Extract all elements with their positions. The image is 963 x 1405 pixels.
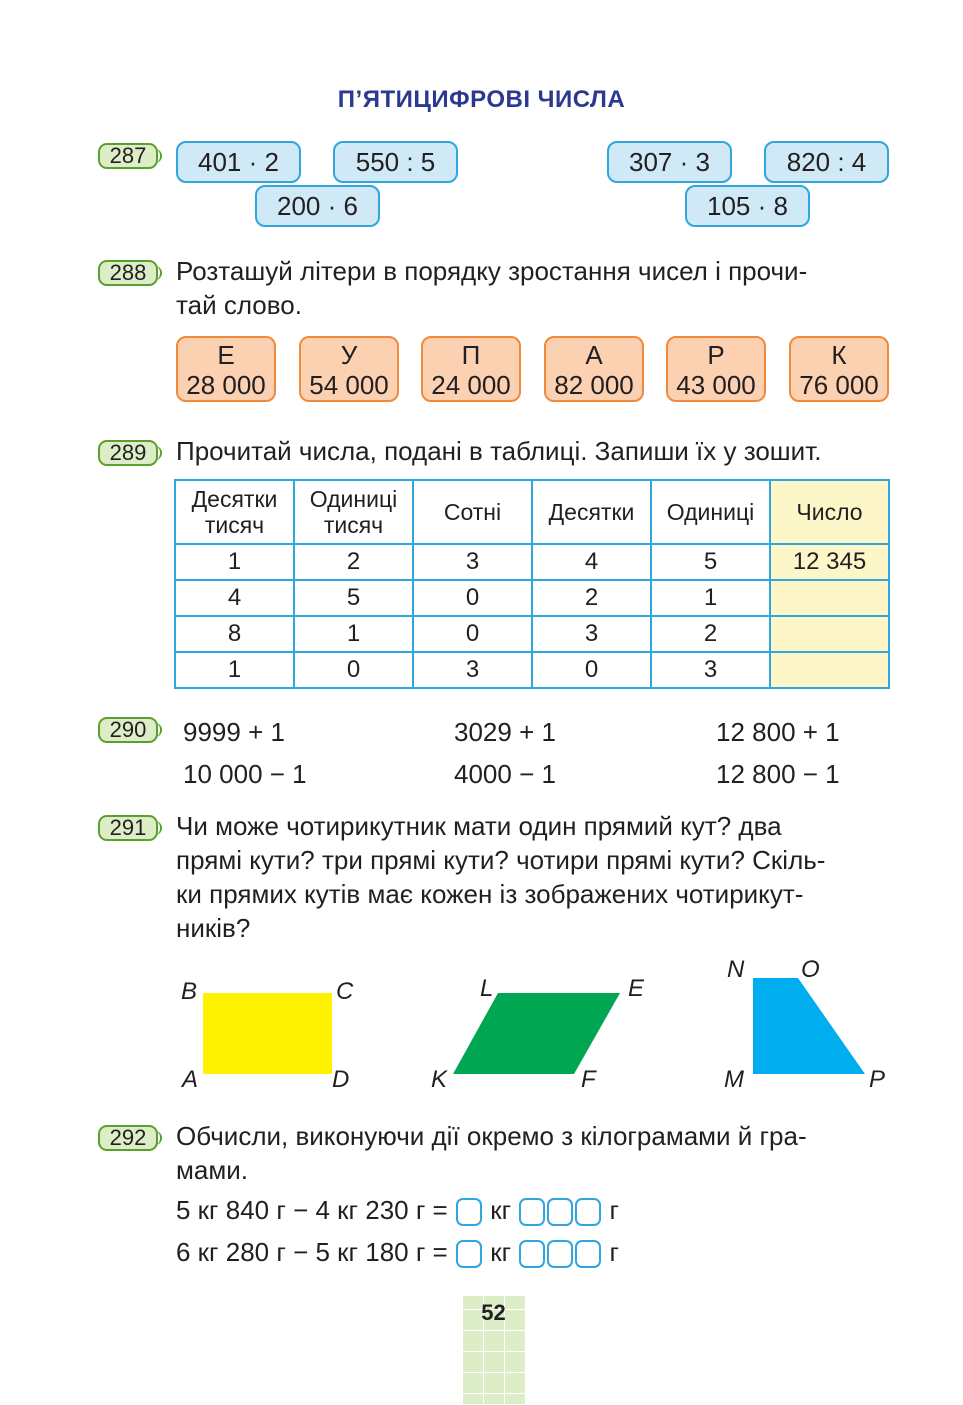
vertex-label: D bbox=[332, 1066, 350, 1093]
vertex-label: N bbox=[727, 956, 745, 983]
card-letter: К bbox=[831, 340, 847, 370]
table-cell: 0 bbox=[532, 652, 651, 688]
card-letter: Е bbox=[217, 340, 235, 370]
card-letter: Р bbox=[707, 340, 725, 370]
equation-text: 6 кг 280 г − 5 кг 180 г = bbox=[176, 1237, 448, 1267]
exercise-text: ки прямих кутів має кожен із зображених чотирикут- bbox=[176, 879, 804, 909]
answer-box-g[interactable] bbox=[519, 1240, 545, 1268]
card-letter: П bbox=[461, 340, 481, 370]
calc-expression: 4000 − 1 bbox=[454, 759, 556, 789]
vertex-label: A bbox=[182, 1066, 199, 1093]
expression-box: 820 : 4 bbox=[764, 141, 889, 183]
card-value: 82 000 bbox=[554, 370, 634, 400]
vertex-label: C bbox=[336, 978, 354, 1005]
vertex-label: B bbox=[181, 978, 198, 1005]
answer-box-g[interactable] bbox=[575, 1240, 601, 1268]
answer-box-g[interactable] bbox=[547, 1240, 573, 1268]
table-cell: 5 bbox=[294, 580, 413, 616]
unit-g: г bbox=[609, 1195, 620, 1225]
table-cell: 0 bbox=[294, 652, 413, 688]
vertex-label: K bbox=[431, 1066, 448, 1093]
vertex-label: P bbox=[869, 1066, 886, 1093]
vertex-label: F bbox=[581, 1066, 596, 1093]
table-cell: 4 bbox=[175, 580, 294, 616]
equation-row bbox=[176, 1235, 619, 1269]
calc-expression: 9999 + 1 bbox=[183, 717, 285, 747]
table-cell: 0 bbox=[413, 580, 532, 616]
exercise-text: мами. bbox=[176, 1155, 248, 1185]
unit-kg: кг bbox=[490, 1237, 512, 1267]
answer-box-kg[interactable] bbox=[456, 1198, 482, 1226]
exercise-number-292: 292 bbox=[98, 1125, 158, 1151]
table-cell: 3 bbox=[413, 544, 532, 580]
table-header-cell: Десятки тисяч bbox=[175, 480, 294, 544]
equation-text: 5 кг 840 г − 4 кг 230 г = bbox=[176, 1195, 448, 1225]
vertex-label: M bbox=[724, 1066, 744, 1093]
exercise-text: тай слово. bbox=[176, 290, 302, 320]
parallelogram-KLEF bbox=[453, 993, 620, 1074]
expression-box: 105 · 8 bbox=[685, 185, 810, 227]
page-number: 52 bbox=[481, 1300, 506, 1325]
page-title: П’ЯТИЦИФРОВІ ЧИСЛА bbox=[337, 86, 626, 113]
card-letter: А bbox=[585, 340, 603, 370]
expression-box: 200 · 6 bbox=[255, 185, 380, 227]
exercise-number-290: 290 bbox=[98, 717, 158, 743]
vertex-label: E bbox=[628, 975, 645, 1002]
exercise-text: Прочитай числа, подані в таблиці. Запиши їх у зошит. bbox=[176, 436, 822, 466]
exercise-text: ників? bbox=[176, 913, 251, 943]
expression-box: 550 : 5 bbox=[333, 141, 458, 183]
card-value: 24 000 bbox=[431, 370, 511, 400]
vertex-label: L bbox=[480, 975, 494, 1002]
exercise-number-291: 291 bbox=[98, 815, 158, 841]
card-letter: У bbox=[340, 340, 358, 370]
expression-box: 401 · 2 bbox=[176, 141, 301, 183]
table-cell: 2 bbox=[651, 616, 770, 652]
expression-box: 307 · 3 bbox=[607, 141, 732, 183]
vertex-label: O bbox=[801, 956, 820, 983]
exercise-text: Чи може чотирикутник мати один прямий кут? два bbox=[176, 811, 782, 841]
table-cell: 0 bbox=[413, 616, 532, 652]
table-header-cell: Одиниці bbox=[651, 480, 770, 544]
exercise-text: Обчисли, виконуючи дії окремо з кілограмами й гра- bbox=[176, 1121, 807, 1151]
answer-box-g[interactable] bbox=[519, 1198, 545, 1226]
table-cell: 1 bbox=[175, 652, 294, 688]
table-header-cell: Десятки bbox=[532, 480, 651, 544]
table-header-cell: Одиниці тисяч bbox=[294, 480, 413, 544]
card-value: 54 000 bbox=[309, 370, 389, 400]
table-cell: 1 bbox=[651, 580, 770, 616]
exercise-number-288: 288 bbox=[98, 260, 158, 286]
rectangle-ABCD bbox=[203, 993, 332, 1074]
table-cell: 3 bbox=[651, 652, 770, 688]
table-cell: 12 345 bbox=[770, 544, 889, 580]
table-cell: 8 bbox=[175, 616, 294, 652]
table-header-cell: Сотні bbox=[413, 480, 532, 544]
table-cell: 2 bbox=[532, 580, 651, 616]
exercise-number-287: 287 bbox=[98, 143, 158, 169]
unit-kg: кг bbox=[490, 1195, 512, 1225]
exercise-number-289: 289 bbox=[98, 440, 158, 466]
table-cell: 3 bbox=[413, 652, 532, 688]
table-header-cell: Число bbox=[770, 480, 889, 544]
table-cell: 3 bbox=[532, 616, 651, 652]
card-value: 76 000 bbox=[799, 370, 879, 400]
trapezoid-MNOP bbox=[753, 978, 865, 1074]
calc-expression: 12 800 + 1 bbox=[716, 717, 840, 747]
answer-box-kg[interactable] bbox=[456, 1240, 482, 1268]
calc-expression: 10 000 − 1 bbox=[183, 759, 307, 789]
calc-expression: 3029 + 1 bbox=[454, 717, 556, 747]
unit-g: г bbox=[609, 1237, 620, 1267]
equation-row bbox=[176, 1193, 619, 1227]
exercise-text: прямі кути? три прямі кути? чотири прямі кути? Скіль- bbox=[176, 845, 826, 875]
table-cell: 4 bbox=[532, 544, 651, 580]
answer-box-g[interactable] bbox=[547, 1198, 573, 1226]
card-value: 28 000 bbox=[186, 370, 266, 400]
card-value: 43 000 bbox=[676, 370, 756, 400]
table-cell: 1 bbox=[175, 544, 294, 580]
calc-expression: 12 800 − 1 bbox=[716, 759, 840, 789]
exercise-text: Розташуй літери в порядку зростання чисел і прочи- bbox=[176, 256, 808, 286]
table-cell: 2 bbox=[294, 544, 413, 580]
table-cell: 5 bbox=[651, 544, 770, 580]
table-cell: 1 bbox=[294, 616, 413, 652]
answer-box-g[interactable] bbox=[575, 1198, 601, 1226]
